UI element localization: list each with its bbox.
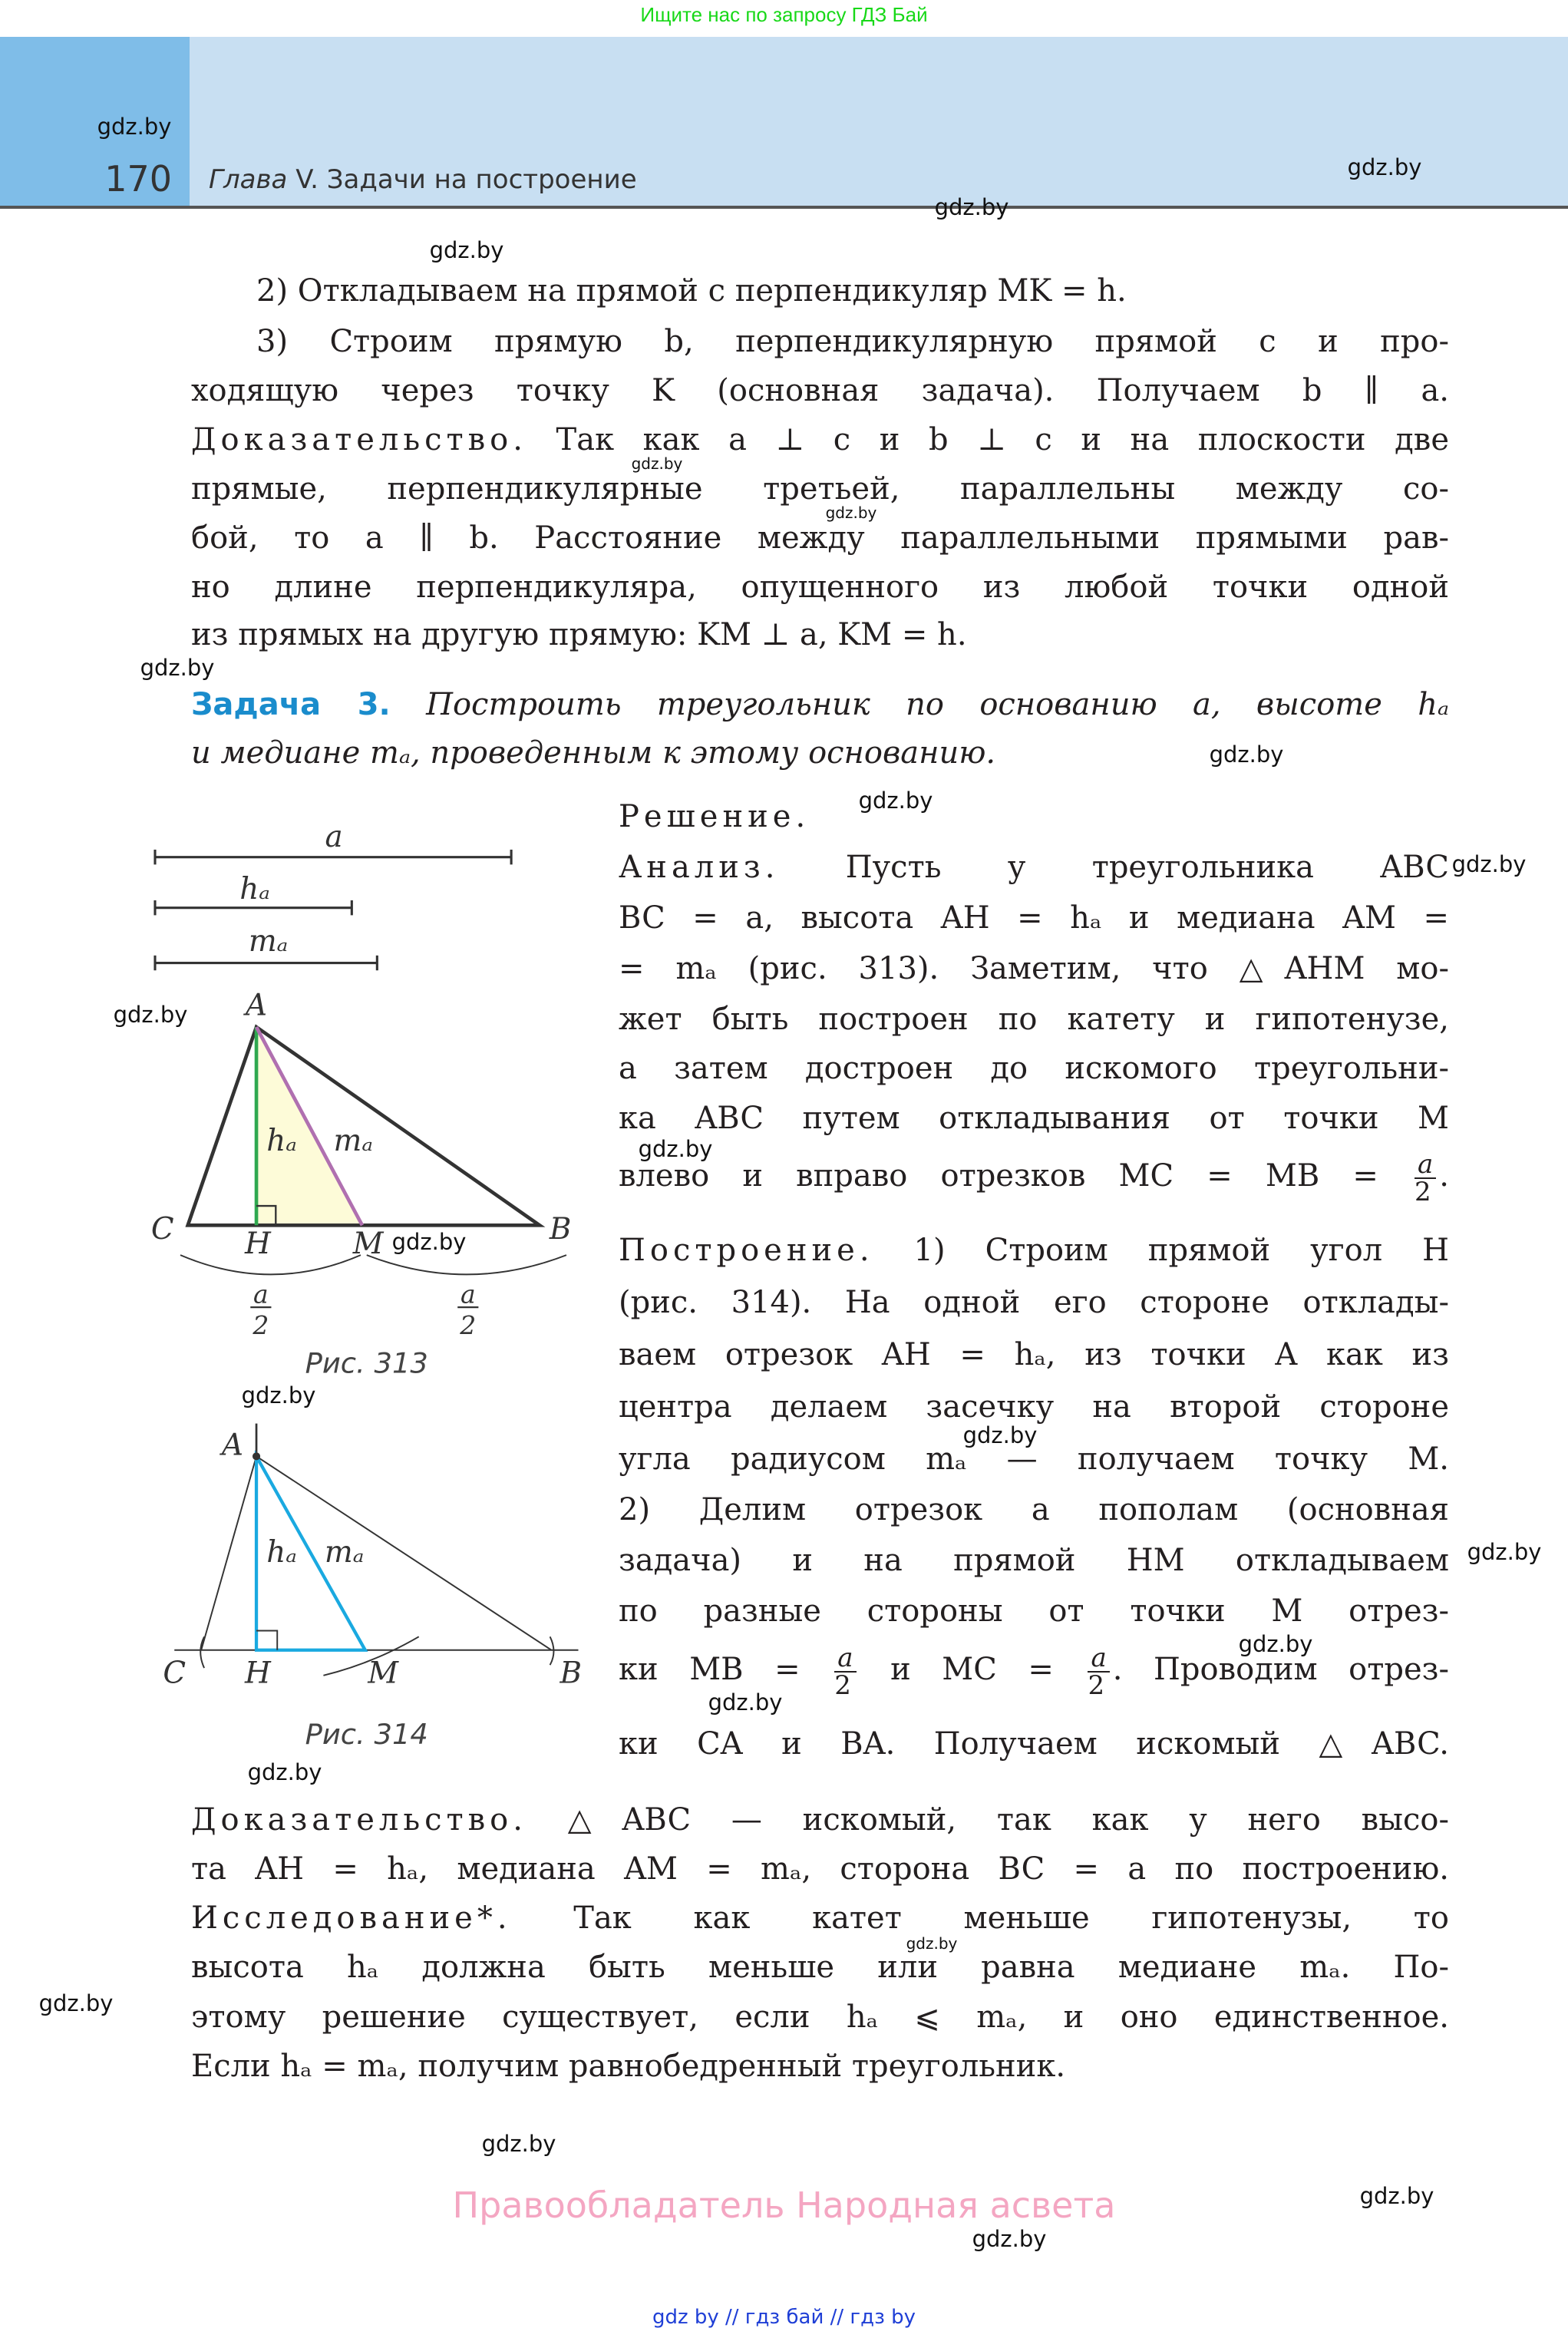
text-segment: и MC = <box>890 1652 1054 1687</box>
half-denominator: 2 <box>460 1310 477 1341</box>
fraction-numerator: a <box>834 1645 856 1673</box>
text-line: ходящую через точку K (основная задача). Получаем b ∥ a. <box>191 373 1450 408</box>
watermark: gdz.by <box>638 1136 713 1162</box>
page-number: 170 <box>104 158 172 200</box>
fraction-numerator: a <box>1415 1151 1436 1179</box>
vertex-label: C <box>150 1211 174 1247</box>
fraction-numerator: a <box>1088 1645 1109 1673</box>
watermark: gdz.by <box>241 1382 316 1408</box>
fraction-denominator: 2 <box>1415 1177 1431 1207</box>
label: hₐ <box>239 872 270 907</box>
watermark: gdz.by <box>429 237 504 263</box>
watermark: gdz.by <box>140 655 215 681</box>
text-line: по разные стороны от точки M отрез- <box>619 1593 1449 1629</box>
text-line: жет быть построен по катету и гипотенузе, <box>619 1002 1449 1037</box>
task-line: и медиане mₐ, проведенным к этому основанию. <box>191 735 996 771</box>
vertex-label: M <box>352 1227 384 1262</box>
watermark: gdz.by <box>1359 2183 1434 2209</box>
copyright-notice: Правообладатель Народная асвета <box>452 2184 1116 2226</box>
text-line: высота hₐ должна быть меньше или равна медиане mₐ. По- <box>191 1950 1449 1985</box>
side-ab <box>256 1456 552 1649</box>
footer-links[interactable]: gdz by // гдз бай // гдз by <box>652 2306 916 2329</box>
investigation-heading: Исследование*. <box>191 1900 512 1936</box>
text-line: бой, то a ∥ b. Расстояние между параллельными прямыми рав- <box>191 520 1449 556</box>
fraction-denominator: 2 <box>1088 1670 1105 1701</box>
text-line: (рис. 314). На одной его стороне отклады- <box>619 1285 1449 1320</box>
text-line: Если hₐ = mₐ, получим равнобедренный треугольник. <box>191 2049 1066 2084</box>
watermark: gdz.by <box>1451 851 1527 877</box>
text-line: = mₐ (рис. 313). Заметим, что △AHM мо- <box>619 951 1449 986</box>
watermark: gdz.by <box>1238 1631 1313 1657</box>
text-line: а затем достроен до искомого треугольни- <box>619 1051 1449 1086</box>
text-line: прямые, перпендикулярные третьей, параллельны между со- <box>191 471 1449 507</box>
text-line: 2) Откладываем на прямой c перпендикуляр MK = h. <box>256 273 1127 309</box>
text-line: этому решение существует, если hₐ ⩽ mₐ, и оно единственное. <box>191 2000 1449 2035</box>
text-segment: влево и вправо отрезков MC = MB = <box>619 1158 1378 1194</box>
figure-314-labels <box>163 1428 582 1751</box>
text-segment: △ABC — искомый, так как у него высо- <box>527 1802 1449 1838</box>
text-segment: . <box>1439 1158 1450 1194</box>
figure-caption: Рис. 313 <box>305 1346 428 1380</box>
solution-heading: Решение. <box>619 799 810 834</box>
text-segment: 1) Строим прямой угол H <box>873 1233 1449 1268</box>
text-line: ки CA и BA. Получаем искомый △ABC. <box>619 1726 1449 1762</box>
text-line: центра делаем засечку на второй стороне <box>619 1389 1449 1425</box>
text-segment: . Проводим отрез- <box>1112 1652 1449 1687</box>
analysis-heading: Анализ. <box>619 850 780 885</box>
right-angle-mark <box>256 1631 277 1650</box>
text-line: из прямых на другую прямую: KM ⊥ a, KM = h. <box>191 617 967 652</box>
watermark: gdz.by <box>38 1990 114 2016</box>
side-ac <box>201 1456 256 1649</box>
vertex-label: H <box>245 1656 271 1691</box>
text-segment: Так как катет меньше гипотенузы, то <box>511 1900 1449 1936</box>
text-line: угла радиусом mₐ — получаем точку M. <box>619 1441 1449 1477</box>
watermark: gdz.by <box>708 1689 783 1716</box>
watermark: gdz.by <box>247 1759 322 1785</box>
median-label: mₐ <box>333 1124 373 1159</box>
text-line: BC = a, высота AH = hₐ и медиана AM = <box>619 900 1449 936</box>
proof-heading: Доказательство. <box>191 1802 527 1838</box>
chapter-name: V. Задачи на построение <box>295 164 637 195</box>
given-segments <box>155 850 511 970</box>
watermark: gdz.by <box>113 1002 188 1028</box>
watermark: gdz.by <box>391 1229 467 1255</box>
vertex-label: A <box>246 988 268 1023</box>
vertex-label: B <box>560 1656 583 1691</box>
watermark: gdz.by <box>962 1422 1038 1448</box>
task-statement: Построить треугольник по основанию a, высоте hₐ <box>390 687 1449 722</box>
task-title: Задача 3. <box>191 687 391 722</box>
fraction-denominator: 2 <box>834 1670 851 1701</box>
height-label: hₐ <box>266 1535 297 1570</box>
search-hint-banner: Ищите нас по запросу ГДЗ Бай <box>640 3 928 26</box>
watermark: gdz.by <box>858 788 933 814</box>
watermark: gdz.by <box>1209 741 1284 768</box>
vertex-label: B <box>549 1211 572 1247</box>
watermark: gdz.by <box>1467 1539 1542 1565</box>
figure-caption: Рис. 314 <box>305 1718 428 1752</box>
watermark: gdz.by <box>906 1934 958 1953</box>
watermark: gdz.by <box>972 2226 1047 2252</box>
text-segment: Так как a ⊥ c и b ⊥ c и на плоскости две <box>527 422 1449 457</box>
text-line: задача) и на прямой HM откладываем <box>619 1543 1449 1578</box>
height-label: hₐ <box>266 1124 297 1159</box>
point-a <box>253 1452 260 1460</box>
label: mₐ <box>248 923 289 959</box>
text-line: ваем отрезок AH = hₐ, из точки A как из <box>619 1337 1449 1372</box>
watermark: gdz.by <box>481 2131 556 2157</box>
vertex-label: H <box>245 1227 271 1262</box>
arc-notch-b <box>550 1636 554 1665</box>
construction-heading: Построение. <box>619 1233 874 1268</box>
label: a <box>325 820 343 855</box>
vertex-label: A <box>221 1428 243 1463</box>
brace-right <box>367 1255 566 1274</box>
vertex-label: C <box>163 1656 187 1691</box>
proof-heading: Доказательство. <box>191 422 527 457</box>
text-line: но длине перпендикуляра, опущенного из любой точки одной <box>191 570 1449 605</box>
half-denominator: 2 <box>253 1310 269 1341</box>
half-numerator: a <box>253 1279 269 1309</box>
text-line: та AH = hₐ, медиана AM = mₐ, сторона BC = a по построению. <box>191 1851 1449 1887</box>
text-line: 2) Делим отрезок a пополам (основная <box>619 1492 1449 1527</box>
median-label: mₐ <box>324 1535 365 1570</box>
watermark: gdz.by <box>825 504 877 522</box>
text-segment: Пусть у треугольника ABC <box>779 850 1449 885</box>
chapter-label: Глава <box>209 164 288 195</box>
vertex-label: M <box>368 1656 398 1691</box>
watermark: gdz.by <box>1347 154 1422 180</box>
text-segment: ки MB = <box>619 1652 801 1687</box>
text-line: ка ABC путем откладывания от точки M <box>619 1101 1449 1136</box>
text-line: 3) Строим прямую b, перпендикулярную прямой c и про- <box>256 324 1449 359</box>
half-numerator: a <box>460 1279 476 1309</box>
watermark: gdz.by <box>97 114 172 140</box>
watermark: gdz.by <box>631 454 683 473</box>
watermark: gdz.by <box>934 194 1009 220</box>
